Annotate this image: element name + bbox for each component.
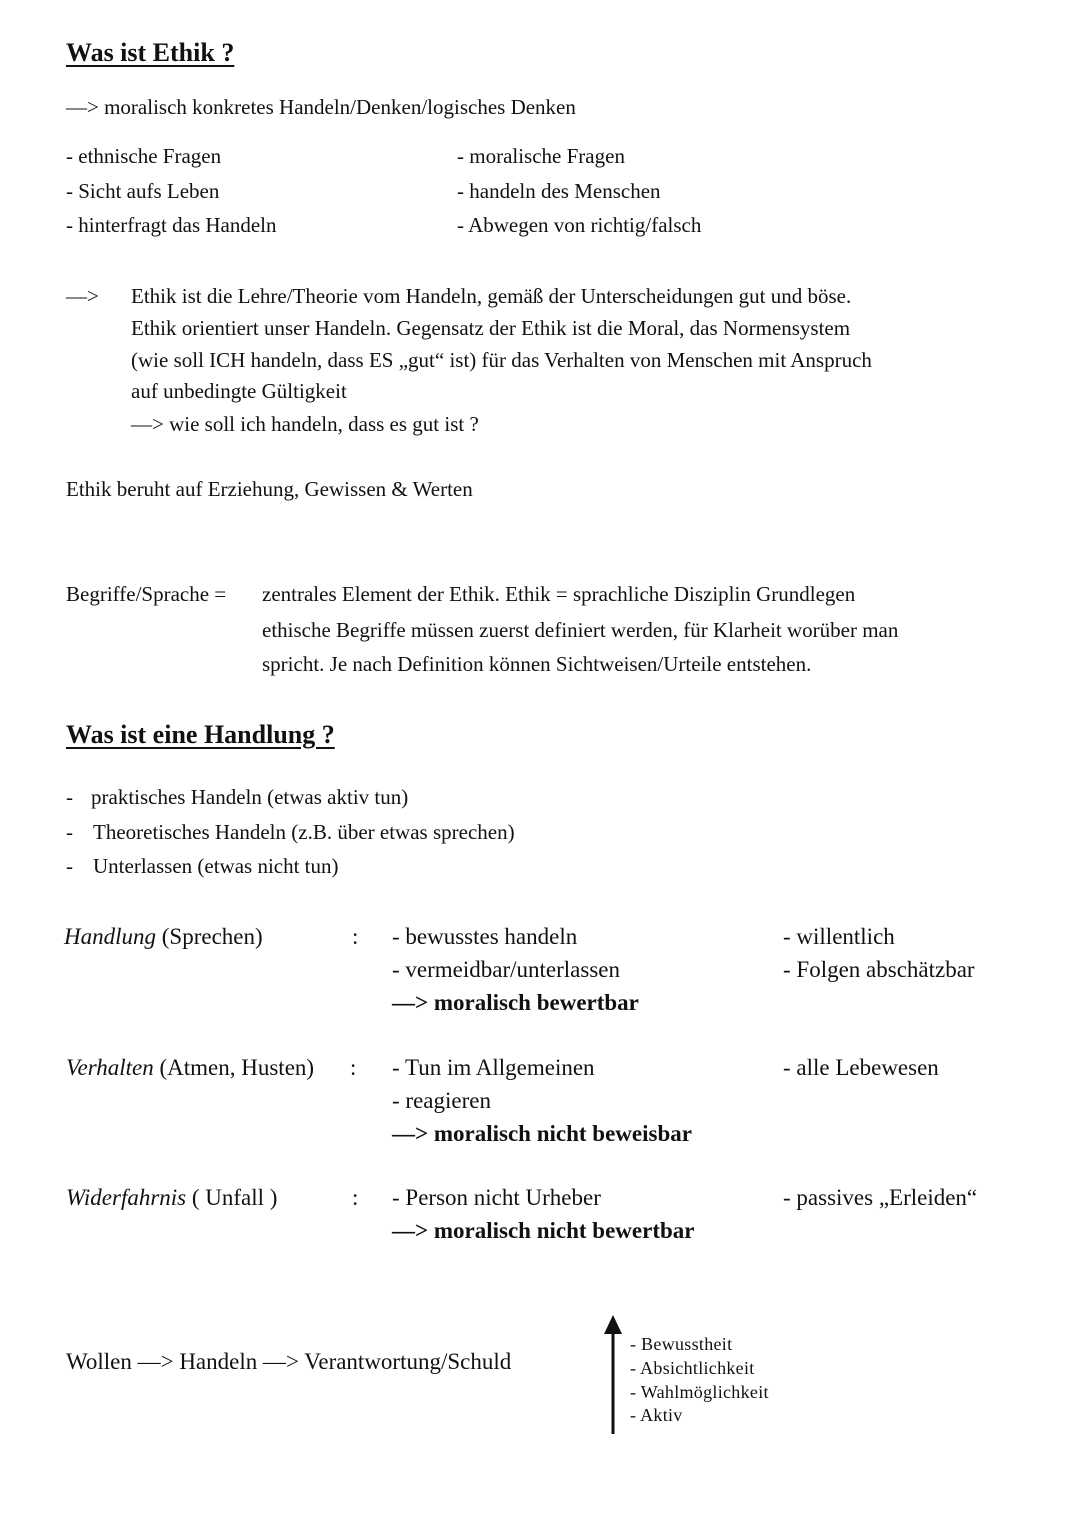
begriffe-line: zentrales Element der Ethik. Ethik = sprachliche Disziplin Grundlegen [262,582,856,606]
category-label-widerfahrnis [66,1186,277,1209]
category-point: - Person nicht Urheber [392,1185,601,1210]
category-term: Widerfahrnis [66,1185,187,1210]
category-example: (Atmen, Husten) [153,1055,315,1080]
type-item: Theoretisches Handeln (z.B. über etwas sprechen) [93,820,515,844]
type-dash: - [66,854,73,878]
definition-question: —> wie soll ich handeln, dass es gut ist ? [131,412,479,436]
begriffe-label: Begriffe/Sprache = [66,582,227,606]
type-item: Unterlassen (etwas nicht tun) [93,854,339,878]
category-extra: - alle Lebewesen [783,1055,939,1080]
definition-line: Ethik ist die Lehre/Theorie vom Handeln, gemäß der Unterscheidungen gut und böse. [131,284,852,308]
type-item: praktisches Handeln (etwas aktiv tun) [91,785,409,809]
list-left-item: - ethnische Fragen [66,144,222,168]
list-right-item: - handeln des Menschen [457,179,661,203]
category-extra: - willentlich [783,924,895,949]
heading-was-ist-eine-handlung: Was ist eine Handlung ? [66,720,335,749]
category-point: - vermeidbar/unterlassen [392,957,620,982]
intro-line: —> moralisch konkretes Handeln/Denken/logisches Denken [66,95,576,119]
type-dash: - [66,820,73,844]
definition-line: (wie soll ICH handeln, dass ES „gut“ ist) für das Verhalten von Menschen mit Anspruch [131,348,872,372]
category-extra: - passives „Erleiden“ [783,1185,978,1210]
definition-line: Ethik orientiert unser Handeln. Gegensatz der Ethik ist die Moral, das Normensystem [131,316,851,340]
list-right-item: - moralische Fragen [457,144,625,168]
criteria-item: - Absichtlichkeit [630,1358,755,1378]
category-label-handlung [64,925,263,948]
category-term: Verhalten [66,1055,154,1080]
begriffe-line: spricht. Je nach Definition können Sichtweisen/Urteile entstehen. [262,652,812,676]
category-extra: - Folgen abschätzbar [783,957,975,982]
category-point: - bewusstes handeln [392,924,578,949]
category-colon: : [352,924,359,949]
category-conclusion: —> moralisch bewertbar [392,990,639,1015]
category-point: - Tun im Allgemeinen [392,1055,595,1080]
criteria-item: - Wahlmöglichkeit [630,1382,769,1402]
category-colon: : [352,1185,359,1210]
category-colon: : [350,1055,357,1080]
category-term: Handlung [64,924,156,949]
list-right-item: - Abwegen von richtig/falsch [457,213,702,237]
category-conclusion: —> moralisch nicht beweisbar [392,1121,692,1146]
up-arrow-icon [600,1314,626,1436]
type-dash: - [66,785,73,809]
list-left-item: - hinterfragt das Handeln [66,213,277,237]
list-left-item: - Sicht aufs Leben [66,179,220,203]
category-conclusion: —> moralisch nicht bewertbar [392,1218,695,1243]
category-point: - reagieren [392,1088,491,1113]
ethik-basis: Ethik beruht auf Erziehung, Gewissen & Werten [66,477,473,501]
responsibility-chain: Wollen —> Handeln —> Verantwortung/Schuld [66,1349,512,1374]
definition-line: auf unbedingte Gültigkeit [131,379,347,403]
criteria-item: - Bewusstheit [630,1334,733,1354]
heading-was-ist-ethik: Was ist Ethik ? [66,38,235,67]
category-label-verhalten [66,1056,314,1079]
begriffe-line: ethische Begriffe müssen zuerst definiert werden, für Klarheit worüber man [262,618,899,642]
category-example: ( Unfall ) [186,1185,278,1210]
category-example: (Sprechen) [156,924,263,949]
definition-arrow: —> [66,284,99,308]
criteria-item: - Aktiv [630,1405,683,1425]
